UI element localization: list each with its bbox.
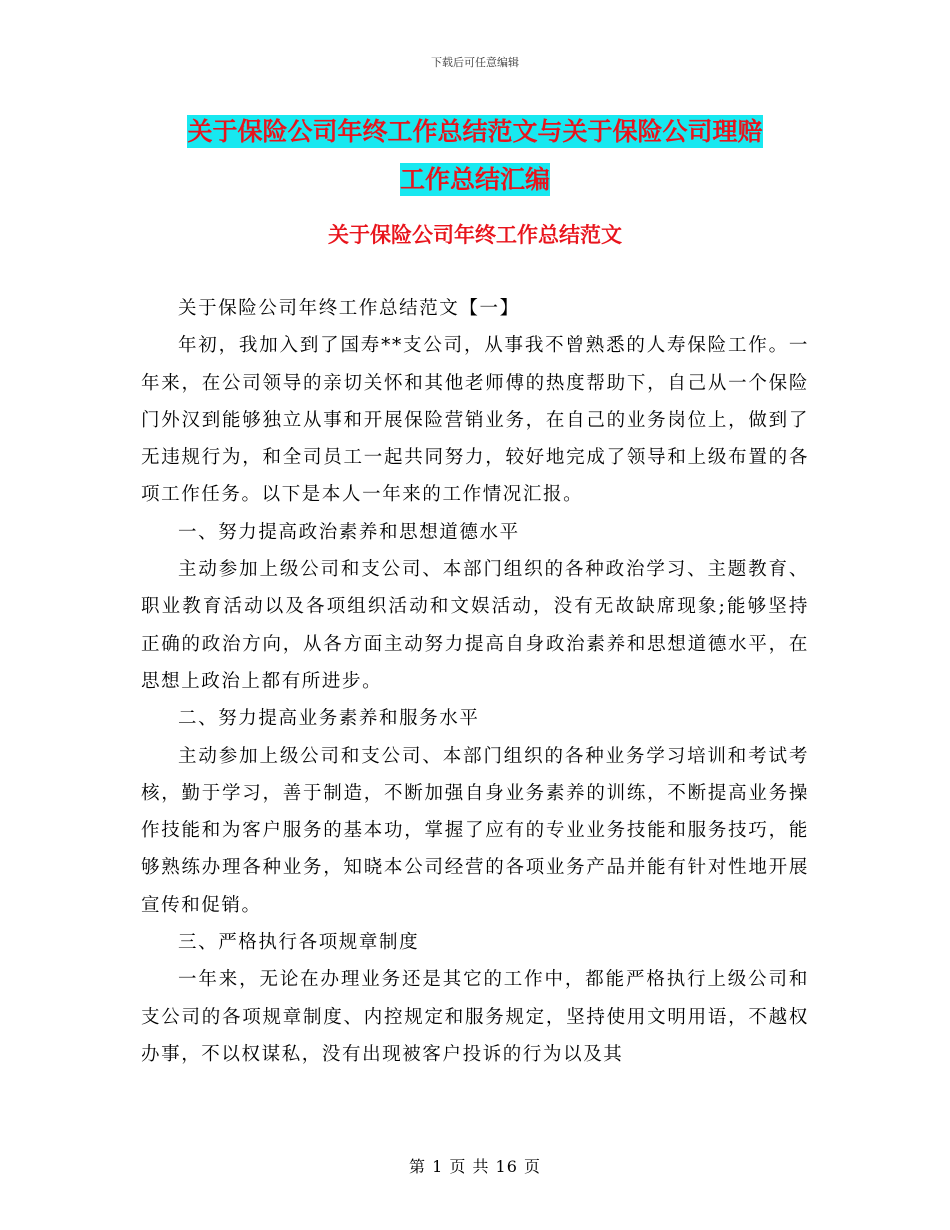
section-title: 关于保险公司年终工作总结范文: [328, 223, 622, 247]
heading-section-3: 三、严格执行各项规章制度: [178, 932, 420, 954]
paragraph-subtitle: 关于保险公司年终工作总结范文【一】: [178, 298, 520, 319]
document-title: [140, 108, 810, 204]
document-title-line-1: 关于保险公司年终工作总结范文与关于保险公司理赔: [187, 117, 763, 146]
heading-section-1: 一、努力提高政治素养和思想道德水平: [178, 521, 520, 543]
document-title-line-2: 工作总结汇编: [399, 165, 550, 194]
page-number-footer: 第 1 页 共 16 页: [409, 1157, 541, 1176]
paragraph-intro: 年初，我加入到了国寿**支公司，从事我不曾熟悉的人寿保险工作。一年来，在公司领导的亲切关怀和其他老师傅的热度帮助下，自己从一个保险门外汉到能够独立从事和开展保险营销业务，在自己的业务岗位上，做到了无违规行为，和全司员工一起共同努力，较好地完成了领导和上级布置的各项工作任务。以下是本人一年来的工作情况汇报。: [141, 335, 809, 506]
paragraph-section-3: 一年来，无论在办理业务还是其它的工作中，都能严格执行上级公司和支公司的各项规章制度、内控规定和服务规定，坚持使用文明用语，不越权办事，不以权谋私，没有出现被客户投诉的行为以及其: [141, 969, 809, 1065]
paragraph-section-1: 主动参加上级公司和支公司、本部门组织的各种政治学习、主题教育、职业教育活动以及各项组织活动和文娱活动，没有无故缺席现象;能够坚持正确的政治方向，从各方面主动努力提高自身政治素养和思想道德水平，在思想上政治上都有所进步。: [141, 559, 809, 692]
document-body: [141, 290, 809, 1073]
heading-section-2: 二、努力提高业务素养和服务水平: [178, 708, 480, 730]
paragraph-section-2: 主动参加上级公司和支公司、本部门组织的各种业务学习培训和考试考核，勤于学习，善于制造，不断加强自身业务素养的训练，不断提高业务操作技能和为客户服务的基本功，掌握了应有的专业业务技能和服务技巧，能够熟练办理各种业务，知晓本公司经营的各项业务产品并能有针对性地开展宣传和促销。: [141, 745, 809, 916]
header-note: 下载后可任意编辑: [431, 56, 519, 69]
